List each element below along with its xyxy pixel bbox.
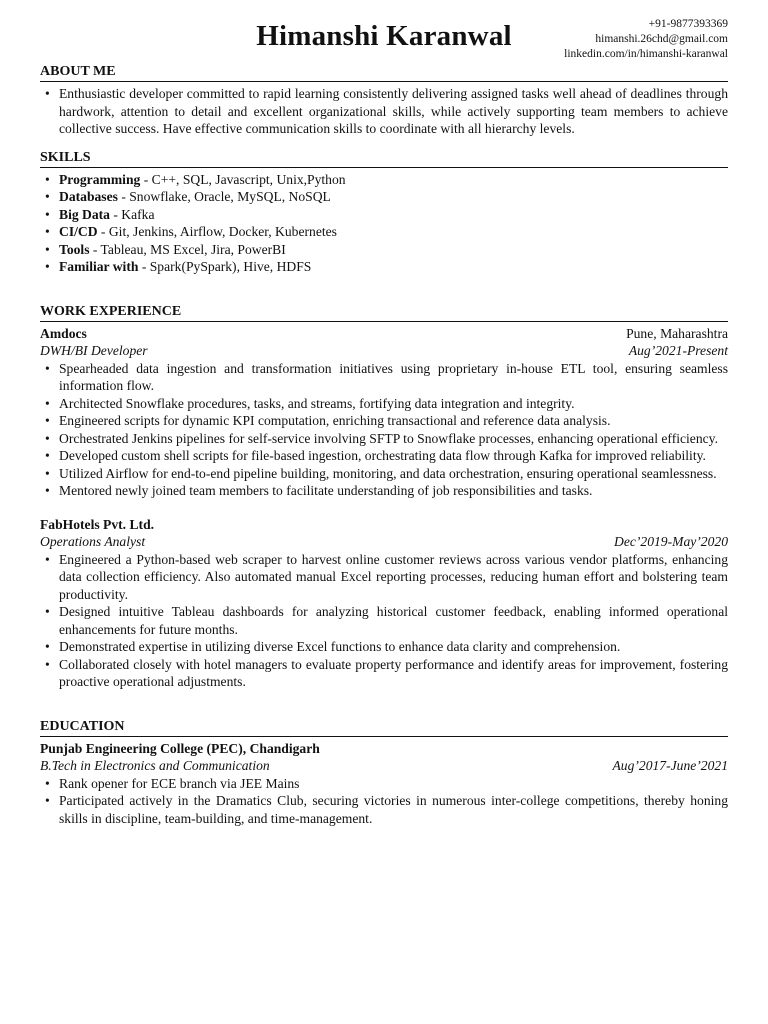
education-section: [40, 719, 728, 828]
job-bullet: • Developed custom shell scripts for file-based ingestion, orchestrating data flow through Kafka for improved reliability.: [40, 447, 728, 465]
skill-value: - Spark(PySpark), Hive, HDFS: [138, 259, 312, 274]
skills-list: [40, 171, 728, 276]
job-dates: Dec’2019-May’2020: [614, 534, 728, 549]
job-entry-amdocs: [40, 325, 728, 500]
job-bullet: • Engineered a Python-based web scraper to harvest online customer reviews across various vendor platforms, enhancing data collection efficiency. Also automated manual Excel reporting processes, reducing human effort and bolstering team productivity.: [40, 551, 728, 604]
about-list: [40, 85, 728, 138]
skill-item: [40, 223, 728, 241]
skill-label: Databases: [59, 189, 118, 204]
education-dates: Aug’2017-June’2021: [612, 758, 728, 773]
degree-name: B.Tech in Electronics and Communication: [40, 758, 270, 773]
contact-block: [564, 17, 728, 62]
job-role: Operations Analyst: [40, 534, 146, 549]
skill-value: - Git, Jenkins, Airflow, Docker, Kubernetes: [97, 224, 337, 239]
job-bullets: [40, 360, 728, 500]
skills-heading: SKILLS: [40, 150, 728, 168]
job-bullet: • Collaborated closely with hotel managers to evaluate property performance and identify areas for improvement, fostering proactive operational adjustments.: [40, 656, 728, 691]
about-heading: ABOUT ME: [40, 64, 728, 82]
education-heading: EDUCATION: [40, 719, 728, 737]
company-name: Amdocs: [40, 325, 87, 341]
phone-number: +91-9877393369: [648, 18, 728, 30]
job-bullet: • Utilized Airflow for end-to-end pipeline building, monitoring, and data orchestration, ensuring operational seamlessness.: [40, 465, 728, 483]
resume-header: [40, 0, 728, 64]
school-name: Punjab Engineering College (PEC), Chandigarh: [40, 740, 320, 756]
skill-item: [40, 258, 728, 276]
school-row: [40, 740, 728, 758]
job-bullet: • Mentored newly joined team members to facilitate understanding of job responsibilities and tasks.: [40, 482, 728, 500]
skill-label: Programming: [59, 171, 141, 187]
about-item: • Enthusiastic developer committed to rapid learning consistently delivering assigned tasks well ahead of deadlines through hardwork, attention to detail and excellent organizational skills, while actively supporting team members to achieve collective success. Have effective communication skills to coordinate with all hierarchy levels.: [40, 85, 728, 138]
job-role: DWH/BI Developer: [40, 343, 148, 358]
skill-value: - Snowflake, Oracle, MySQL, NoSQL: [117, 189, 331, 204]
company-name: FabHotels Pvt. Ltd.: [40, 516, 155, 532]
skill-item: [40, 171, 728, 189]
skill-label: Tools: [59, 241, 90, 257]
about-section: [40, 64, 728, 138]
skill-item: [40, 206, 728, 224]
job-bullet: • Spearheaded data ingestion and transformation initiatives using proprietary in-house ETL tool, ensuring seamless information flow.: [40, 360, 728, 395]
job-header-row: [40, 325, 728, 343]
skill-value: - C++, SQL, Javascript, Unix,Python: [140, 171, 346, 187]
email-link[interactable]: himanshi.26chd@gmail.com: [595, 33, 728, 45]
work-experience-section: [40, 304, 728, 691]
linkedin-link[interactable]: linkedin.com/in/himanshi-karanwal: [564, 48, 728, 60]
education-bullets: [40, 775, 728, 828]
skill-item: [40, 241, 728, 259]
job-role-row: [40, 533, 728, 551]
skill-value: - Tableau, MS Excel, Jira, PowerBI: [89, 241, 286, 257]
degree-row: [40, 757, 728, 775]
job-bullet: • Architected Snowflake procedures, tasks, and streams, fortifying data integration and integrity.: [40, 395, 728, 413]
education-bullet: • Participated actively in the Dramatics Club, securing victories in numerous inter-college competitions, thereby honing skills in discipline, team-building, and time-management.: [40, 792, 728, 827]
skill-label: Familiar with: [59, 259, 139, 274]
skills-section: [40, 150, 728, 276]
work-heading: WORK EXPERIENCE: [40, 304, 728, 322]
job-bullet: • Designed intuitive Tableau dashboards for analyzing historical customer feedback, enabling informed operational enhancements for future months.: [40, 603, 728, 638]
job-bullet: • Orchestrated Jenkins pipelines for self-service involving SFTP to Snowflake processes, enhancing operational efficiency.: [40, 430, 728, 448]
job-dates: Aug’2021-Present: [628, 343, 728, 358]
skill-item: [40, 188, 728, 206]
job-entry-fabhotels: [40, 516, 728, 691]
resume-page: [40, 0, 728, 827]
education-bullet: • Rank opener for ECE branch via JEE Mains: [40, 775, 728, 793]
skill-value: - Kafka: [109, 206, 155, 222]
job-bullet: • Demonstrated expertise in utilizing diverse Excel functions to enhance data clarity and comprehension.: [40, 638, 728, 656]
job-role-row: [40, 342, 728, 360]
job-location: Pune, Maharashtra: [626, 325, 728, 341]
candidate-name: Himanshi Karanwal: [256, 20, 512, 52]
skill-label: Big Data: [59, 206, 110, 222]
job-bullets: [40, 551, 728, 691]
job-header-row: [40, 516, 728, 534]
skill-label: CI/CD: [59, 224, 98, 239]
job-bullet: • Engineered scripts for dynamic KPI computation, enriching transactional and reference data analysis.: [40, 412, 728, 430]
